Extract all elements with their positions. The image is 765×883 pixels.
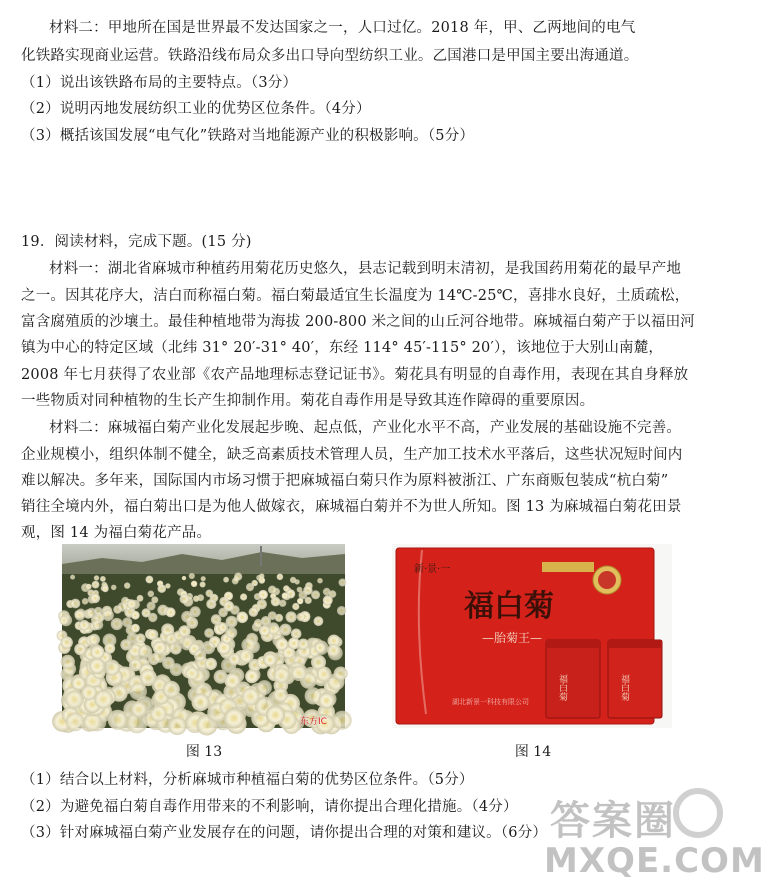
material2-text: 材料二：甲地所在国是世界最不发达国家之一，人口过亿。2018 年，甲、乙两地间的电气 bbox=[49, 20, 636, 36]
material1-line: 材料一：湖北省麻城市种植药用菊花历史悠久，县志记载到明末清初，是我国药用菊花的最早产地 bbox=[49, 261, 682, 277]
question-18-2: （2）说明丙地发展纺织工业的优势区位条件。（4分） bbox=[21, 101, 371, 117]
product-box-title: 福白菊 bbox=[464, 589, 554, 624]
watermark bbox=[540, 775, 765, 881]
question-19-2: （2）为避免福白菊自毒作用带来的不利影响，请你提出合理化措施。（4分） bbox=[21, 799, 518, 815]
material2-line: 销往全境内外，福白菊出口是为他人做嫁衣，麻城福白菊并不为世人所知。图 13 为麻城福白菊花田景 bbox=[21, 499, 682, 515]
question-19-heading: 19．阅读材料，完成下题。(15 分) bbox=[21, 234, 252, 250]
material2-line: 材料二：麻城福白菊产业化发展起步晚、起点低，产业化水平不高，产业发展的基础设施不完善。 bbox=[49, 420, 682, 436]
material2-line: 难以解决。多年来，国际国内市场习惯于把麻城福白菊只作为原料被浙江、广东商贩包装成“杭白菊” bbox=[21, 473, 669, 489]
material2-line: 观，图 14 为福白菊花产品。 bbox=[21, 525, 212, 541]
product-can-label: 福白菊 bbox=[619, 674, 629, 701]
figure-13-caption: 图 13 bbox=[185, 744, 223, 760]
svg-text:新·景·一: 新·景·一 bbox=[414, 564, 451, 575]
stock-photo-logo: 东方IC bbox=[300, 717, 327, 727]
question-18-1: （1）说出该铁路布局的主要特点。（3分） bbox=[21, 75, 298, 91]
watermark-url: MXQE.COM bbox=[544, 841, 765, 881]
material1-line: 富含腐殖质的沙壤土。最佳种植地带为海拔 200-800 米之间的山丘河谷地带。麻城福白菊产于以福田河 bbox=[21, 314, 695, 330]
product-can-label: 福白菊 bbox=[557, 674, 567, 701]
material1-line: 镇为中心的特定区域（北纬 31° 20′-31° 40′，东经 114° 45′-115° 20′），该地位于大别山南麓， bbox=[21, 340, 664, 356]
material1-line: 2008 年七月获得了农业部《农产品地理标志登记证书》。菊花具有明显的自毒作用，表现在其自身释放 bbox=[21, 367, 689, 383]
question-19-1: （1）结合以上材料，分析麻城市种植福白菊的优势区位条件。（5分） bbox=[21, 772, 474, 788]
figure-13-flower-field-photo bbox=[62, 544, 345, 728]
material2-line: 企业规模小，组织体制不健全，缺乏高素质技术管理人员，生产加工技术水平落后，这些状况短时间内 bbox=[21, 447, 683, 463]
material1-line: 一些物质对同种植物的生长产生抑制作用。菊花自毒作用是导致其连作障碍的重要原因。 bbox=[21, 393, 595, 409]
svg-text:湖北新景一科技有限公司: 湖北新景一科技有限公司 bbox=[452, 698, 529, 706]
figure-14-caption: 图 14 bbox=[514, 744, 552, 760]
figure-14-product-photo bbox=[392, 544, 672, 728]
material1-line: 之一。因其花序大，洁白而称福白菊。福白菊最适宜生长温度为 14℃-25℃，喜排水良好，土质疏松， bbox=[21, 288, 690, 304]
product-box-subtitle: —胎菊王— bbox=[482, 631, 543, 645]
material2-text-cont: 化铁路实现商业运营。铁路沿线布局众多出口导向型纺织工业。乙国港口是甲国主要出海通道。 bbox=[21, 48, 639, 64]
question-18-3: （3）概括该国发展“电气化”铁路对当地能源产业的积极影响。（5分） bbox=[21, 128, 475, 144]
question-19-3: （3）针对麻城福白菊产业发展存在的问题，请你提出合理的对策和建议。（6分） bbox=[21, 825, 548, 841]
watermark-main: 答案圈 bbox=[550, 798, 676, 844]
